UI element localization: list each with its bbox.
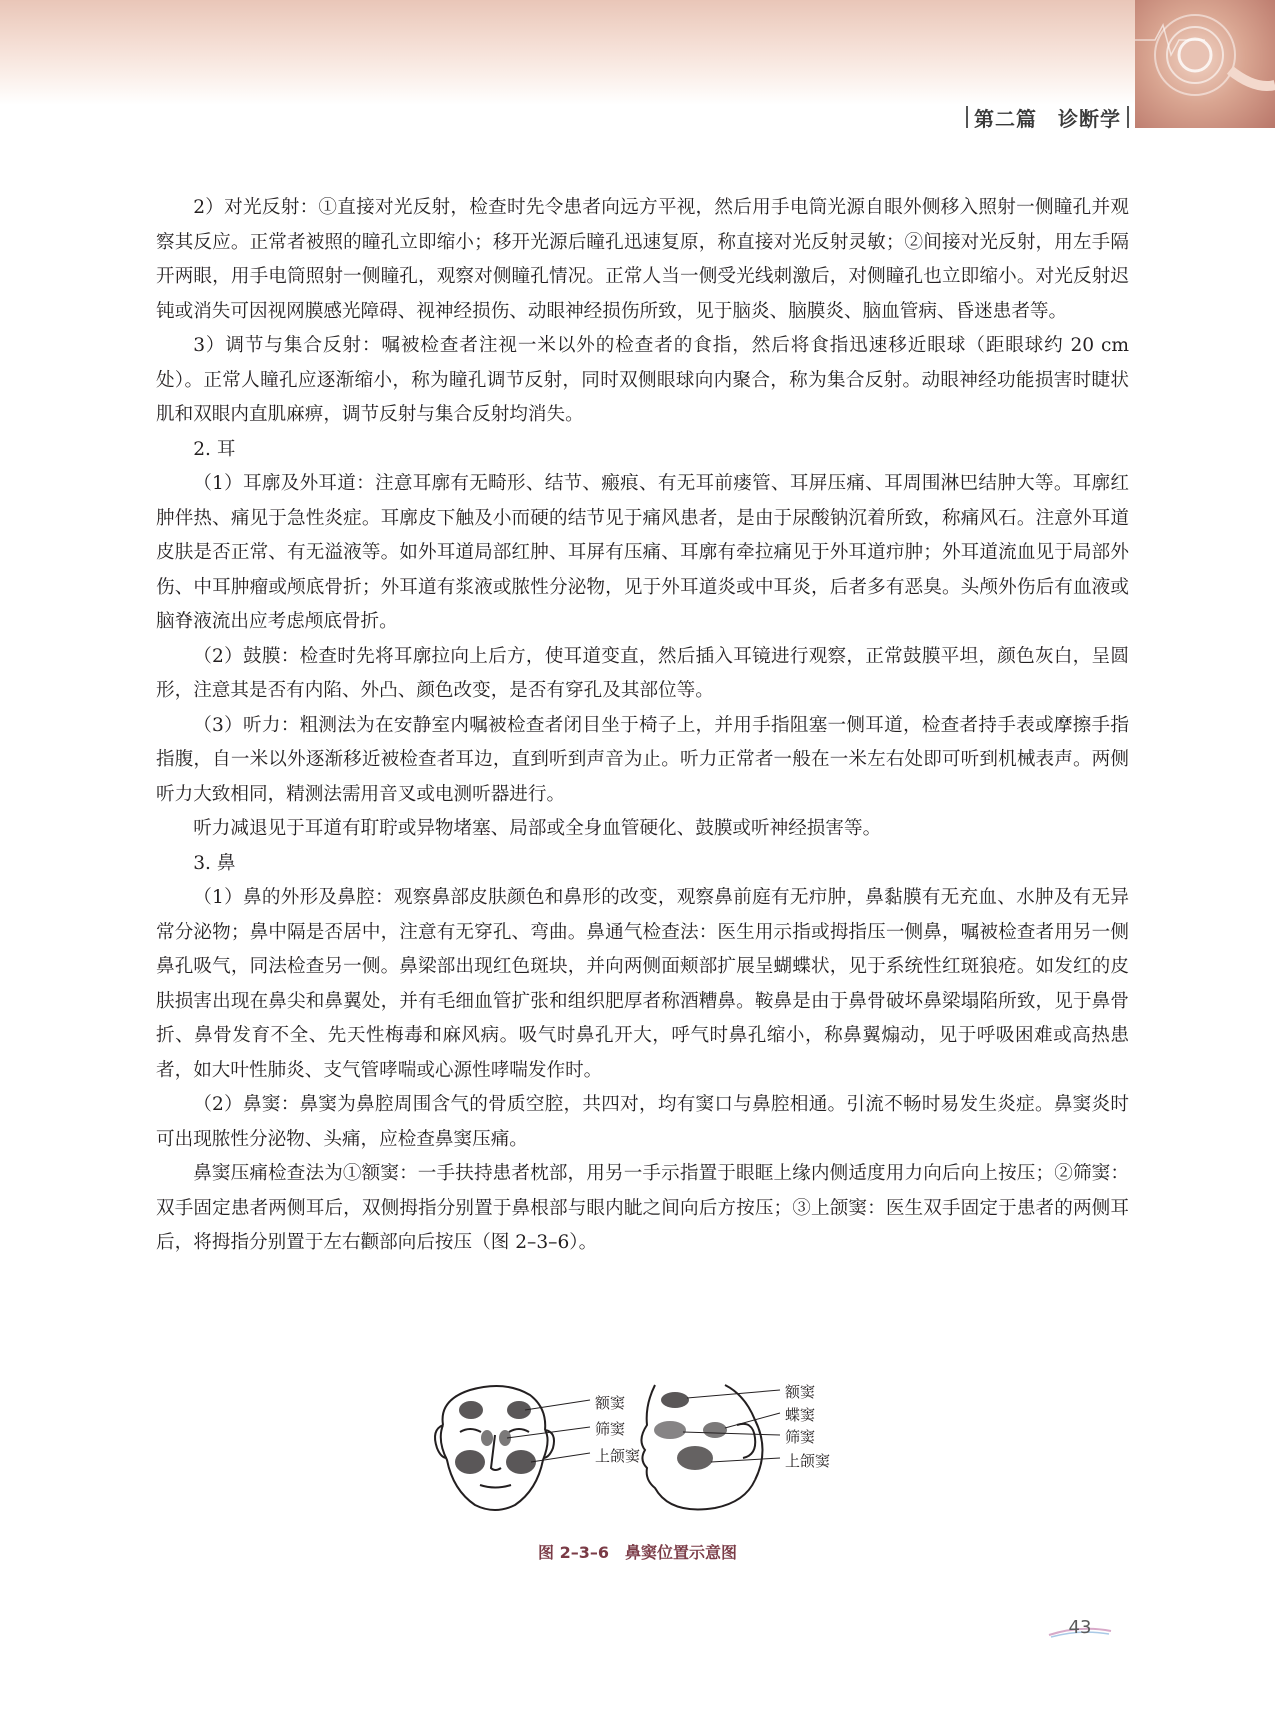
stethoscope-photo-icon bbox=[1135, 0, 1275, 128]
page-number-text: 43 bbox=[1068, 1617, 1092, 1638]
paragraph: 听力减退见于耳道有耵聍或异物堵塞、局部或全身血管硬化、鼓膜或听神经损害等。 bbox=[193, 818, 882, 839]
paragraph: 3）调节与集合反射：嘱被检查者注视一米以外的检查者的食指，然后将食指迅速移近眼球（距眼球约 20 cm 处）。正常人瞳孔应逐渐缩小，称为瞳孔调节反射，同时双侧眼球向内聚合，称为集合反射。动眼神经功能损害时睫状肌和双眼内直肌麻痹，调节反射与集合反射均消失。 bbox=[156, 335, 1129, 425]
side-label-maxillary: 上颌窦 bbox=[785, 1452, 831, 1470]
paragraph: （1）耳廓及外耳道：注意耳廓有无畸形、结节、瘢痕、有无耳前瘘管、耳屏压痛、耳周围淋巴结肿大等。耳廓红肿伴热、痛见于急性炎症。耳廓皮下触及小而硬的结节见于痛风患者，是由于尿酸钠沉着所致，称痛风石。注意外耳道皮肤是否正常、有无溢液等。如外耳道局部红肿、耳屏有压痛、耳廓有牵拉痛见于外耳道疖肿；外耳道流血见于局部外伤、中耳肿瘤或颅底骨折；外耳道有浆液或脓性分泌物，见于外耳道炎或中耳炎，后者多有恶臭。头颅外伤后有血液或脑脊液流出应考虑颅底骨折。 bbox=[156, 473, 1129, 632]
header-divider-left bbox=[966, 106, 968, 128]
front-label-frontal: 额窦 bbox=[595, 1394, 626, 1412]
front-label-ethmoid: 筛窦 bbox=[595, 1420, 626, 1438]
section-title: 第二篇 诊断学 bbox=[974, 106, 1121, 131]
sinus-figure bbox=[425, 1380, 855, 1520]
paragraph: （2）鼻窦：鼻窦为鼻腔周围含气的骨质空腔，共四对，均有窦口与鼻腔相通。引流不畅时易发生炎症。鼻窦炎时可出现脓性分泌物、头痛，应检查鼻窦压痛。 bbox=[156, 1094, 1129, 1150]
section-heading-ear: 2. 耳 bbox=[193, 438, 236, 460]
figure-caption: 图 2–3–6 鼻窦位置示意图 bbox=[538, 1543, 737, 1562]
main-text bbox=[156, 191, 1129, 1261]
section-heading-nose: 3. 鼻 bbox=[193, 852, 236, 874]
side-label-frontal: 额窦 bbox=[785, 1383, 816, 1401]
front-label-maxillary: 上颌窦 bbox=[595, 1447, 641, 1465]
paragraph: （1）鼻的外形及鼻腔：观察鼻部皮肤颜色和鼻形的改变，观察鼻前庭有无疖肿，鼻黏膜有无充血、水肿及有无异常分泌物；鼻中隔是否居中，注意有无穿孔、弯曲。鼻通气检查法：医生用示指或拇指压一侧鼻，嘱被检查者用另一侧鼻孔吸气，同法检查另一侧。鼻梁部出现红色斑块，并向两侧面颊部扩展呈蝴蝶状，见于系统性红斑狼疮。如发红的皮肤损害出现在鼻尖和鼻翼处，并有毛细血管扩张和组织肥厚者称酒糟鼻。鞍鼻是由于鼻骨破坏鼻梁塌陷所致，见于鼻骨折、鼻骨发育不全、先天性梅毒和麻风病。吸气时鼻孔开大，呼气时鼻孔缩小，称鼻翼煽动，见于呼吸困难或高热患者，如大叶性肺炎、支气管哮喘或心源性哮喘发作时。 bbox=[156, 887, 1129, 1081]
side-label-ethmoid: 筛窦 bbox=[785, 1428, 816, 1446]
header-divider-right bbox=[1127, 106, 1129, 128]
page-number bbox=[1045, 1617, 1115, 1641]
section-header bbox=[966, 100, 1129, 134]
side-label-sphenoid: 蝶窦 bbox=[785, 1406, 816, 1424]
paragraph: （3）听力：粗测法为在安静室内嘱被检查者闭目坐于椅子上，并用手指阻塞一侧耳道，检查者持手表或摩擦手指指腹，自一米以外逐渐移近被检查者耳边，直到听到声音为止。听力正常者一般在一米左右处即可听到机械表声。两侧听力大致相同，精测法需用音叉或电测听器进行。 bbox=[156, 714, 1129, 805]
header-band bbox=[0, 0, 1275, 105]
paragraph: 2）对光反射：①直接对光反射，检查时先令患者向远方平视，然后用手电筒光源自眼外侧移入照射一侧瞳孔并观察其反应。正常者被照的瞳孔立即缩小；移开光源后瞳孔迅速复原，称直接对光反射灵敏；②间接对光反射，用左手隔开两眼，用手电筒照射一侧瞳孔，观察对侧瞳孔情况。正常人当一侧受光线刺激后，对侧瞳孔也立即缩小。对光反射迟钝或消失可因视网膜感光障碍、视神经损伤、动眼神经损伤所致，见于脑炎、脑膜炎、脑血管病、昏迷患者等。 bbox=[156, 197, 1129, 322]
paragraph: （2）鼓膜：检查时先将耳廓拉向上后方，使耳道变直，然后插入耳镜进行观察，正常鼓膜平坦，颜色灰白，呈圆形，注意其是否有内陷、外凸、颜色改变，是否有穿孔及其部位等。 bbox=[156, 645, 1129, 701]
paragraph: 鼻窦压痛检查法为①额窦：一手扶持患者枕部，用另一手示指置于眼眶上缘内侧适度用力向后向上按压；②筛窦：双手固定患者两侧耳后，双侧拇指分别置于鼻根部与眼内眦之间向后方按压；③上颌窦：医生双手固定于患者的两侧耳后，将拇指分别置于左右颧部向后按压（图 2–3–6）。 bbox=[156, 1163, 1129, 1253]
